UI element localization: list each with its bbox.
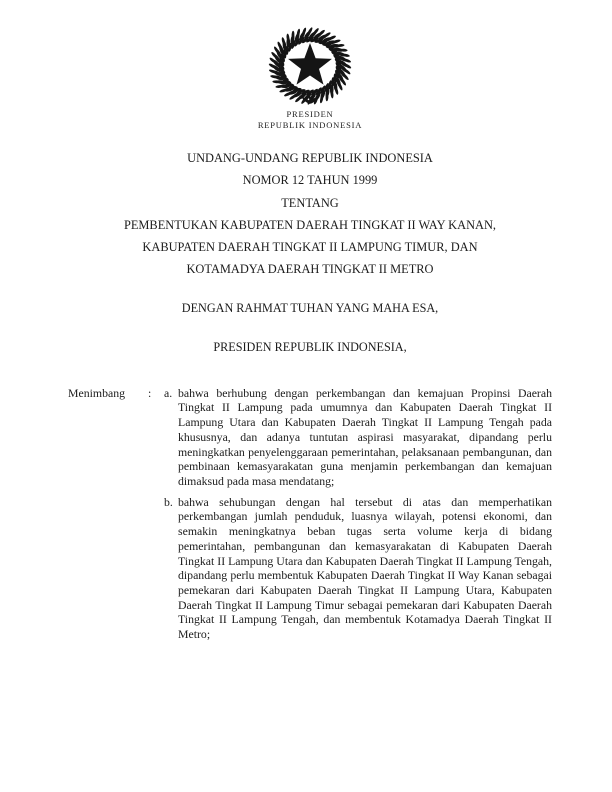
doc-title-line-5: KABUPATEN DAERAH TINGKAT II LAMPUNG TIMUR, DAN <box>142 240 478 255</box>
item-text: bahwa berhubung dengan perkembangan dan kemajuan Propinsi Daerah Tingkat II Lampung pada umumnya dan Kabupaten Daerah Tingkat II Lampung Utara dan Kabupaten Daerah Tingkat II Lampung Tengah pada khususnya, dan adanya tuntutan aspirasi masyarakat, dipandang perlu meningkatkan penyelenggaraan pemerintahan, pelaksanaan pembangunan, dan pembinaan kemasyarakatan guna menjamin perkembangan dan kemajuan dimaksud pada masa mendatang; <box>178 385 552 488</box>
considering-label: Menimbang <box>68 385 126 400</box>
doc-title-line-3: TENTANG <box>281 195 339 210</box>
considering-item-a <box>164 386 552 489</box>
item-letter: b. <box>164 494 173 509</box>
considering-item-b <box>164 495 552 642</box>
star-icon <box>288 43 332 85</box>
doc-title-line-1: UNDANG-UNDANG REPUBLIK INDONESIA <box>187 151 433 165</box>
letterhead-institution: REPUBLIK INDONESIA <box>257 119 363 130</box>
item-letter: a. <box>164 385 173 400</box>
letterhead <box>68 27 552 130</box>
doc-title-line-6: KOTAMADYA DAERAH TINGKAT II METRO <box>186 262 434 277</box>
item-text: bahwa sehubungan dengan hal tersebut di atas dan memperhatikan perkembangan jumlah penduduk, luasnya wilayah, potensi ekonomi, dan semakin meningkatnya beban tugas serta volume kerja di bidang pemerintahan, pembangunan dan kemasyarakatan di Kabupaten Daerah Tingkat II Lampung Utara dan Kabupaten Daerah Tingkat II Lampung Tengah, dipandang perlu membentuk Kabupaten Daerah Tingkat II Way Kanan sebagai pemekaran dari Kabupaten Daerah Tingkat II Lampung Utara, Kabupaten Daerah Tingkat II Lampung Timur sebagai pemekaran dari Kabupaten Daerah Tingkat II Lampung Tengah, dan membentuk Kotamadya Daerah Tingkat II Metro; <box>178 494 552 642</box>
doc-title <box>68 147 552 281</box>
considering-colon: : <box>148 385 152 400</box>
considering-items <box>164 386 552 648</box>
doc-title-line-4: PEMBENTUKAN KABUPATEN DAERAH TINGKAT II WAY KANAN, <box>123 217 497 232</box>
invocation-line: DENGAN RAHMAT TUHAN YANG MAHA ESA, <box>181 300 439 315</box>
national-emblem-icon <box>266 27 354 107</box>
letterhead-presiden: PRESIDEN <box>286 109 334 119</box>
considering-section <box>68 386 552 648</box>
doc-title-line-2: NOMOR 12 TAHUN 1999 <box>242 173 378 188</box>
opening-line: PRESIDEN REPUBLIK INDONESIA, <box>213 339 407 354</box>
